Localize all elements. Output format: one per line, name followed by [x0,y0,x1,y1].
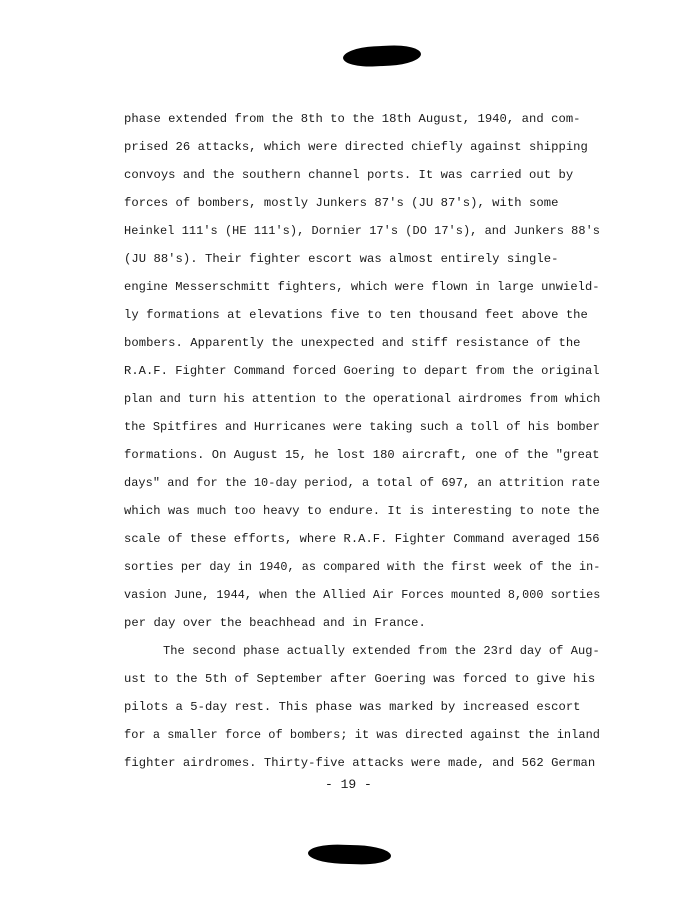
redaction-mark-bottom [308,844,392,866]
page-number: - 19 - [325,777,372,792]
text-line: prised 26 attacks, which were directed chiefly against shipping [124,140,588,154]
text-line: fighter airdromes. Thirty-five attacks were made, and 562 German [124,756,596,770]
text-line: for a smaller force of bombers; it was directed against the inland [124,728,601,742]
text-line: bombers. Apparently the unexpected and stiff resistance of the [124,336,581,350]
text-line: forces of bombers, mostly Junkers 87's (JU 87's), with some [124,196,559,210]
text-line: vasion June, 1944, when the Allied Air Forces mounted 8,000 sorties [124,588,601,602]
text-line: The second phase actually extended from the 23rd day of Aug- [163,644,600,658]
text-line: phase extended from the 8th to the 18th August, 1940, and com- [124,112,581,126]
text-line: the Spitfires and Hurricanes were taking such a toll of his bomber [124,420,601,434]
text-line: scale of these efforts, where R.A.F. Fighter Command averaged 156 [124,532,600,546]
text-line: days" and for the 10-day period, a total of 697, an attrition rate [124,476,601,490]
redaction-mark-top [343,44,422,68]
text-line: which was much too heavy to endure. It is interesting to note the [124,504,600,518]
text-line: formations. On August 15, he lost 180 aircraft, one of the "great [124,448,600,462]
text-line: convoys and the southern channel ports. It was carried out by [124,168,574,182]
text-line: R.A.F. Fighter Command forced Goering to depart from the original [124,364,600,378]
text-line: engine Messerschmitt fighters, which were flown in large unwield- [124,280,600,294]
text-line: per day over the beachhead and in France. [124,616,426,630]
text-line: (JU 88's). Their fighter escort was almost entirely single- [124,252,559,266]
text-line: plan and turn his attention to the operational airdromes from which [124,392,601,406]
text-line: Heinkel 111's (HE 111's), Dornier 17's (DO 17's), and Junkers 88's [124,224,601,238]
text-line: sorties per day in 1940, as compared with the first week of the in- [124,560,601,574]
text-line: ust to the 5th of September after Goering was forced to give his [124,672,596,686]
text-line: pilots a 5-day rest. This phase was marked by increased escort [124,700,581,714]
text-line: ly formations at elevations five to ten thousand feet above the [124,308,588,322]
